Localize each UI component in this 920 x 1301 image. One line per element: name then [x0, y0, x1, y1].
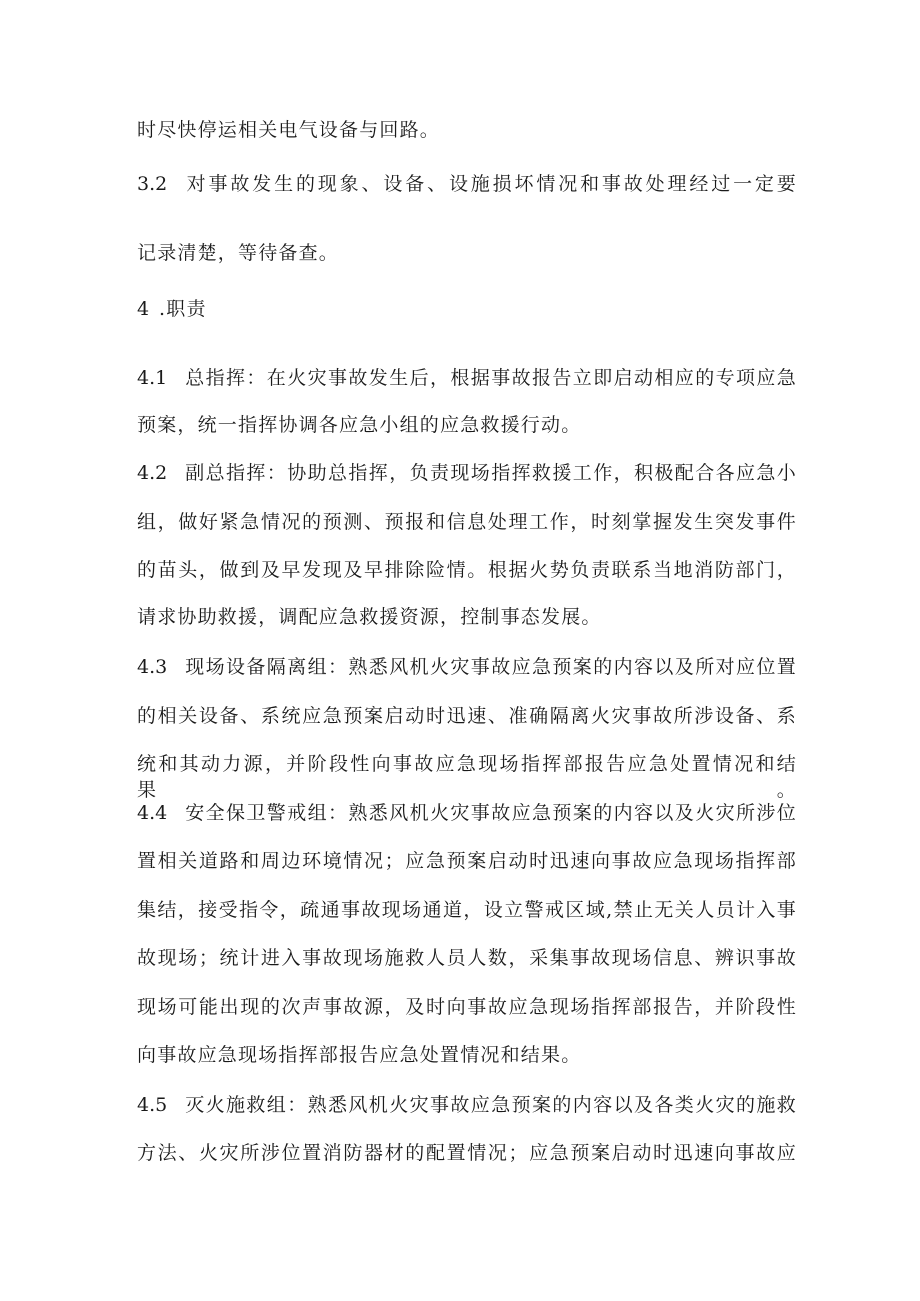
section-4-2-line-2: 组，做好紧急情况的预测、预报和信息处理工作，时刻掌握发生突发事件	[137, 511, 797, 533]
section-4-1-line-2: 预案，统一指挥协调各应急小组的应急救援行动。	[137, 414, 582, 436]
section-number: 4.5	[137, 1094, 168, 1116]
section-3-2-line-1	[137, 171, 797, 197]
section-4-2-line-1	[137, 460, 797, 486]
section-number: 4.1	[137, 367, 168, 389]
section-4-4-line-6: 向事故应急现场指挥部报告应急处置情况和结果。	[137, 1044, 582, 1066]
section-text: 灭火施救组：熟悉风机火灾事故应急预案的内容以及各类火灾的施救	[185, 1094, 797, 1116]
section-text: 对事故发生的现象、设备、设施损坏情况和事故处理经过一定要	[185, 173, 797, 195]
section-number: 3.2	[137, 173, 168, 195]
section-4-5-line-2: 方法、火灾所涉位置消防器材的配置情况；应急预案启动时迅速向事故应	[137, 1142, 797, 1164]
section-4-3-line-2: 的相关设备、系统应急预案启动时迅速、准确隔离火灾事故所涉设备、系	[137, 705, 797, 727]
section-text: 现场设备隔离组：熟悉风机火灾事故应急预案的内容以及所对应位置	[185, 656, 797, 678]
section-4-4-line-3: 集结，接受指令，疏通事故现场通道，设立警戒区域,禁止无关人员计入事	[137, 899, 797, 921]
section-4-2-line-3: 的苗头，做到及早发现及早排除险情。根据火势负责联系当地消防部门，	[137, 559, 797, 581]
section-4-5-line-1	[137, 1092, 797, 1118]
section-3-2-line-2: 记录清楚，等待备查。	[137, 242, 340, 264]
section-4-heading	[137, 296, 797, 322]
paragraph-line: 时尽快停运相关电气设备与回路。	[137, 119, 441, 141]
section-4-4-line-5: 现场可能出现的次声事故源，及时向事故应急现场指挥部报告，并阶段性	[137, 996, 797, 1018]
section-4-1-line-1	[137, 365, 797, 391]
section-4-4-line-4: 故现场；统计进入事故现场施救人员人数，采集事故现场信息、辨识事故	[137, 947, 797, 969]
section-number: 4.3	[137, 656, 168, 678]
section-4-3-line-3: 统和其动力源，并阶段性向事故应急现场指挥部报告应急处置情况和结果。	[137, 753, 797, 801]
section-text: 副总指挥：协助总指挥，负责现场指挥救援工作，积极配合各应急小	[185, 462, 797, 484]
section-number: 4.2	[137, 462, 168, 484]
section-4-3-line-1	[137, 654, 797, 680]
section-4-2-line-4: 请求协助救援，调配应急救援资源，控制事态发展。	[137, 606, 602, 628]
section-text: 安全保卫警戒组：熟悉风机火灾事故应急预案的内容以及火灾所涉位	[185, 802, 797, 824]
section-number: 4.4	[137, 802, 168, 824]
section-text: 总指挥：在火灾事故发生后，根据事故报告立即启动相应的专项应急	[185, 367, 797, 389]
section-number: 4	[137, 298, 150, 320]
section-4-4-line-1	[137, 800, 797, 826]
section-title: .职责	[159, 298, 207, 320]
section-4-4-line-2: 置相关道路和周边环境情况；应急预案启动时迅速向事故应急现场指挥部	[137, 850, 797, 872]
